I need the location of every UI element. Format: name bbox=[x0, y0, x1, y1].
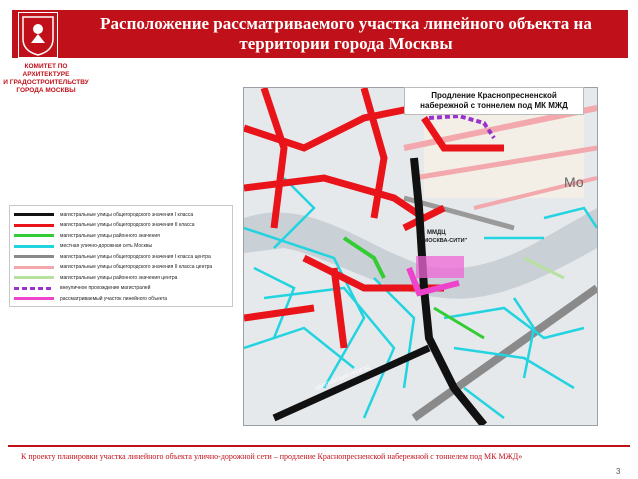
legend-label: рассматриваемый участок линейного объекта bbox=[60, 295, 167, 302]
org-line-3: ГОРОДА МОСКВЫ bbox=[16, 87, 76, 94]
org-line-2: И ГРАДОСТРОИТЕЛЬСТВУ bbox=[3, 79, 89, 86]
legend-item bbox=[14, 263, 212, 272]
legend-swatch bbox=[14, 255, 54, 258]
legend-item bbox=[14, 252, 211, 261]
page-title: Расположение рассматриваемого участка линейного объекта на территории города Москвы bbox=[100, 14, 592, 53]
legend-swatch bbox=[14, 213, 54, 216]
legend-item bbox=[14, 231, 160, 240]
project-callout bbox=[404, 87, 584, 115]
footer-divider bbox=[8, 445, 630, 447]
moscow-city-label: "МОСКВА-СИТИ" bbox=[421, 238, 468, 244]
legend-swatch bbox=[14, 287, 54, 290]
legend-label: магистральные улицы районного значения bbox=[60, 232, 160, 239]
map-view[interactable] bbox=[243, 87, 598, 426]
legend-label: магистральные улицы общегородского значения II класса центра bbox=[60, 264, 213, 270]
legend-label: внеуличное прохождение магистралей bbox=[60, 285, 151, 291]
legend-item bbox=[14, 294, 167, 303]
mmdc-label: ММДЦ bbox=[427, 230, 446, 236]
map-legend bbox=[9, 205, 233, 307]
legend-swatch bbox=[14, 245, 54, 248]
legend-swatch bbox=[14, 276, 54, 279]
legend-label: магистральные улицы общегородского значения I класса центра bbox=[60, 253, 211, 260]
footer-caption: К проекту планировки участка линейного объекта улично-дорожной сети – продление Краснопресненской набережной с тоннелем под МК МЖД» bbox=[21, 452, 523, 461]
page-number: 3 bbox=[616, 467, 621, 476]
legend-label: магистральные улицы общегородского значения II класса bbox=[60, 222, 195, 228]
legend-item bbox=[14, 284, 150, 293]
organization-name bbox=[2, 63, 90, 95]
legend-item bbox=[14, 210, 193, 219]
legend-swatch bbox=[14, 224, 54, 227]
legend-item bbox=[14, 242, 152, 251]
moscow-coat-of-arms-icon bbox=[18, 12, 58, 58]
corner-label: Мо bbox=[564, 174, 584, 190]
proezd-label: ШМИТОВСКИЙ ПРОЕЗД bbox=[314, 364, 371, 392]
legend-item bbox=[14, 273, 177, 282]
legend-label: магистральные улицы общегородского значения I класса bbox=[60, 211, 194, 218]
legend-swatch bbox=[14, 234, 54, 237]
legend-label: местная улично-дорожная сеть Москвы bbox=[60, 243, 153, 249]
legend-swatch bbox=[14, 266, 54, 269]
legend-label: магистральные улицы районного значения центра bbox=[60, 274, 178, 281]
legend-item bbox=[14, 221, 195, 230]
callout-line-2: набережной с тоннелем под МК МЖД bbox=[420, 101, 568, 110]
org-line-1: КОМИТЕТ ПО АРХИТЕКТУРЕ bbox=[22, 63, 70, 78]
legend-swatch bbox=[14, 297, 54, 300]
callout-line-1: Продление Краснопресненской bbox=[431, 91, 557, 100]
road-network-map bbox=[244, 88, 597, 425]
